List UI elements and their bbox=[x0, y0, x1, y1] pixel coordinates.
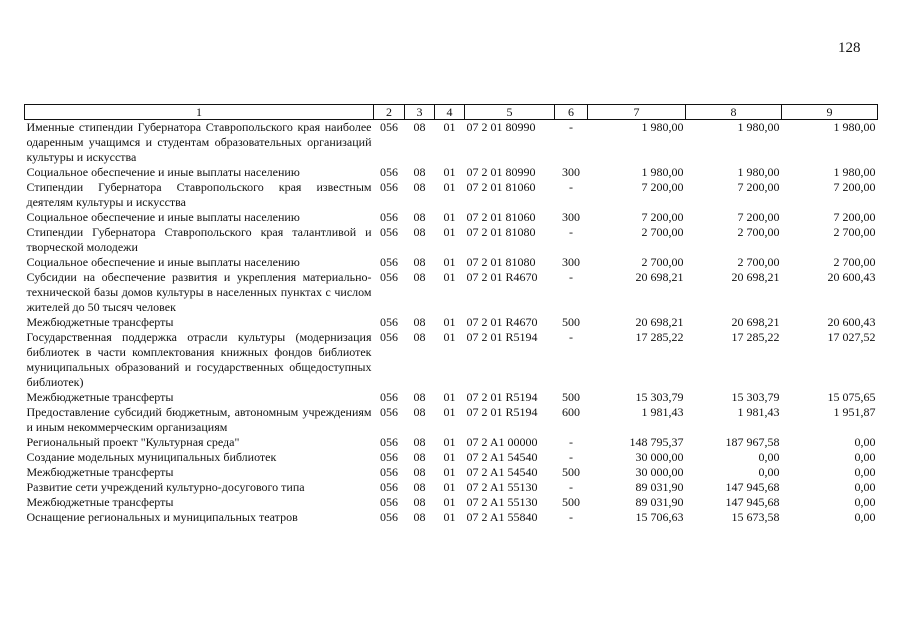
target-article-cell: 07 2 01 80990 bbox=[466, 165, 536, 179]
target-article-cell: 07 2 01 81060 bbox=[466, 210, 536, 224]
amount-col7-cell: 2 700,00 bbox=[641, 255, 684, 269]
subsection-code-cell: 01 bbox=[443, 405, 456, 419]
amount-col7-cell: 20 698,21 bbox=[635, 315, 684, 329]
amount-col7-cell: 17 285,22 bbox=[635, 330, 684, 344]
target-article-cell: 07 2 01 81060 bbox=[466, 180, 536, 194]
row-name-cell: Социальное обеспечение и иные выплаты населению bbox=[26, 165, 300, 179]
subsection-code-cell: 01 bbox=[443, 465, 456, 479]
ministry-code-cell: 056 bbox=[380, 210, 398, 224]
expense-type-cell: 500 bbox=[562, 465, 580, 479]
amount-col8-cell: 7 200,00 bbox=[737, 210, 780, 224]
section-code-cell: 08 bbox=[413, 450, 426, 464]
amount-col9-cell: 2 700,00 bbox=[833, 255, 876, 269]
table-row bbox=[25, 315, 878, 330]
column-number-row bbox=[25, 105, 878, 120]
subsection-code-cell: 01 bbox=[443, 120, 456, 134]
amount-col8-cell: 15 303,79 bbox=[731, 390, 780, 404]
ministry-code-cell: 056 bbox=[380, 165, 398, 179]
row-name-cell: Развитие сети учреждений культурно-досугового типа bbox=[26, 480, 305, 494]
column-header: 5 bbox=[465, 105, 555, 120]
target-article-cell: 07 2 01 R4670 bbox=[466, 270, 538, 284]
ministry-code-cell: 056 bbox=[380, 390, 398, 404]
section-code-cell: 08 bbox=[413, 480, 426, 494]
subsection-code-cell: 01 bbox=[443, 165, 456, 179]
amount-col7-cell: 89 031,90 bbox=[635, 495, 684, 509]
ministry-code-cell: 056 bbox=[380, 255, 398, 269]
amount-col8-cell: 2 700,00 bbox=[737, 255, 780, 269]
section-code-cell: 08 bbox=[413, 120, 426, 134]
row-name-cell: Стипендии Губернатора Ставропольского края известным деятелям культуры и искусства bbox=[26, 180, 372, 209]
ministry-code-cell: 056 bbox=[380, 450, 398, 464]
target-article-cell: 07 2 A1 54540 bbox=[466, 465, 538, 479]
table-body bbox=[25, 120, 878, 526]
table-row bbox=[25, 120, 878, 166]
amount-col7-cell: 15 706,63 bbox=[635, 510, 684, 524]
amount-col9-cell: 15 075,65 bbox=[827, 390, 876, 404]
section-code-cell: 08 bbox=[413, 465, 426, 479]
column-header: 9 bbox=[782, 105, 878, 120]
row-name-cell: Создание модельных муниципальных библиотек bbox=[26, 450, 277, 464]
subsection-code-cell: 01 bbox=[443, 255, 456, 269]
budget-table bbox=[24, 104, 878, 525]
table-row bbox=[25, 255, 878, 270]
ministry-code-cell: 056 bbox=[380, 120, 398, 134]
row-name-cell: Предоставление субсидий бюджетным, автономным учреждениям и иным некоммерческим организациям bbox=[26, 405, 372, 434]
table-row bbox=[25, 510, 878, 525]
row-name-cell: Межбюджетные трансферты bbox=[26, 495, 174, 509]
target-article-cell: 07 2 01 R5194 bbox=[466, 390, 538, 404]
expense-type-cell: 600 bbox=[562, 405, 580, 419]
amount-col9-cell: 1 980,00 bbox=[833, 120, 876, 134]
expense-type-cell: - bbox=[569, 225, 573, 239]
section-code-cell: 08 bbox=[413, 210, 426, 224]
amount-col9-cell: 0,00 bbox=[854, 465, 876, 479]
target-article-cell: 07 2 01 81080 bbox=[466, 255, 536, 269]
table-row bbox=[25, 465, 878, 480]
table-row bbox=[25, 495, 878, 510]
amount-col9-cell: 1 980,00 bbox=[833, 165, 876, 179]
section-code-cell: 08 bbox=[413, 495, 426, 509]
target-article-cell: 07 2 01 80990 bbox=[466, 120, 536, 134]
row-name-cell: Субсидии на обеспечение развития и укрепления материально-технической базы домов культуры в населенных пунктах с числом жителей до 50 тысяч человек bbox=[26, 270, 372, 314]
ministry-code-cell: 056 bbox=[380, 180, 398, 194]
amount-col7-cell: 148 795,37 bbox=[629, 435, 684, 449]
section-code-cell: 08 bbox=[413, 435, 426, 449]
amount-col7-cell: 7 200,00 bbox=[641, 180, 684, 194]
table-row bbox=[25, 210, 878, 225]
section-code-cell: 08 bbox=[413, 165, 426, 179]
target-article-cell: 07 2 A1 55130 bbox=[466, 480, 538, 494]
row-name-cell: Межбюджетные трансферты bbox=[26, 465, 174, 479]
ministry-code-cell: 056 bbox=[380, 315, 398, 329]
subsection-code-cell: 01 bbox=[443, 450, 456, 464]
amount-col8-cell: 2 700,00 bbox=[737, 225, 780, 239]
subsection-code-cell: 01 bbox=[443, 315, 456, 329]
subsection-code-cell: 01 bbox=[443, 225, 456, 239]
amount-col8-cell: 15 673,58 bbox=[731, 510, 780, 524]
row-name-cell: Межбюджетные трансферты bbox=[26, 390, 174, 404]
section-code-cell: 08 bbox=[413, 270, 426, 284]
row-name-cell: Социальное обеспечение и иные выплаты населению bbox=[26, 255, 300, 269]
column-header: 6 bbox=[555, 105, 588, 120]
table-row bbox=[25, 270, 878, 315]
amount-col9-cell: 1 951,87 bbox=[833, 405, 876, 419]
target-article-cell: 07 2 A1 54540 bbox=[466, 450, 538, 464]
amount-col7-cell: 30 000,00 bbox=[635, 465, 684, 479]
ministry-code-cell: 056 bbox=[380, 225, 398, 239]
amount-col7-cell: 1 981,43 bbox=[641, 405, 684, 419]
amount-col8-cell: 1 980,00 bbox=[737, 120, 780, 134]
subsection-code-cell: 01 bbox=[443, 495, 456, 509]
amount-col8-cell: 17 285,22 bbox=[731, 330, 780, 344]
amount-col7-cell: 2 700,00 bbox=[641, 225, 684, 239]
amount-col9-cell: 17 027,52 bbox=[827, 330, 876, 344]
amount-col9-cell: 7 200,00 bbox=[833, 210, 876, 224]
amount-col9-cell: 0,00 bbox=[854, 480, 876, 494]
ministry-code-cell: 056 bbox=[380, 435, 398, 449]
expense-type-cell: - bbox=[569, 435, 573, 449]
amount-col7-cell: 30 000,00 bbox=[635, 450, 684, 464]
expense-type-cell: - bbox=[569, 120, 573, 134]
expense-type-cell: - bbox=[569, 480, 573, 494]
amount-col8-cell: 20 698,21 bbox=[731, 270, 780, 284]
section-code-cell: 08 bbox=[413, 225, 426, 239]
amount-col8-cell: 7 200,00 bbox=[737, 180, 780, 194]
amount-col8-cell: 1 980,00 bbox=[737, 165, 780, 179]
target-article-cell: 07 2 A1 55840 bbox=[466, 510, 538, 524]
subsection-code-cell: 01 bbox=[443, 330, 456, 344]
table-row bbox=[25, 480, 878, 495]
page-number: 128 bbox=[838, 40, 861, 56]
expense-type-cell: 300 bbox=[562, 255, 580, 269]
row-name-cell: Региональный проект "Культурная среда" bbox=[26, 435, 240, 449]
amount-col7-cell: 7 200,00 bbox=[641, 210, 684, 224]
amount-col8-cell: 0,00 bbox=[758, 465, 780, 479]
expense-type-cell: - bbox=[569, 270, 573, 284]
amount-col8-cell: 1 981,43 bbox=[737, 405, 780, 419]
target-article-cell: 07 2 A1 00000 bbox=[466, 435, 538, 449]
row-name-cell: Именные стипендии Губернатора Ставропольского края наиболее одаренным учащимся и студентам образовательных организаций культуры и искусства bbox=[26, 120, 372, 164]
table-row bbox=[25, 165, 878, 180]
table-row bbox=[25, 180, 878, 210]
amount-col9-cell: 20 600,43 bbox=[827, 270, 876, 284]
amount-col7-cell: 15 303,79 bbox=[635, 390, 684, 404]
subsection-code-cell: 01 bbox=[443, 270, 456, 284]
section-code-cell: 08 bbox=[413, 255, 426, 269]
subsection-code-cell: 01 bbox=[443, 480, 456, 494]
amount-col9-cell: 0,00 bbox=[854, 435, 876, 449]
column-header: 4 bbox=[435, 105, 465, 120]
amount-col9-cell: 7 200,00 bbox=[833, 180, 876, 194]
column-header: 8 bbox=[686, 105, 782, 120]
ministry-code-cell: 056 bbox=[380, 465, 398, 479]
section-code-cell: 08 bbox=[413, 330, 426, 344]
subsection-code-cell: 01 bbox=[443, 435, 456, 449]
expense-type-cell: 300 bbox=[562, 210, 580, 224]
section-code-cell: 08 bbox=[413, 405, 426, 419]
ministry-code-cell: 056 bbox=[380, 480, 398, 494]
section-code-cell: 08 bbox=[413, 390, 426, 404]
expense-type-cell: - bbox=[569, 510, 573, 524]
row-name-cell: Стипендии Губернатора Ставропольского края талантливой и творческой молодежи bbox=[26, 225, 372, 254]
amount-col8-cell: 187 967,58 bbox=[725, 435, 780, 449]
ministry-code-cell: 056 bbox=[380, 270, 398, 284]
expense-type-cell: - bbox=[569, 330, 573, 344]
target-article-cell: 07 2 01 R5194 bbox=[466, 405, 538, 419]
amount-col8-cell: 20 698,21 bbox=[731, 315, 780, 329]
ministry-code-cell: 056 bbox=[380, 510, 398, 524]
expense-type-cell: 500 bbox=[562, 315, 580, 329]
amount-col8-cell: 147 945,68 bbox=[725, 495, 780, 509]
row-name-cell: Оснащение региональных и муниципальных театров bbox=[26, 510, 298, 524]
column-header: 3 bbox=[405, 105, 435, 120]
row-name-cell: Межбюджетные трансферты bbox=[26, 315, 174, 329]
target-article-cell: 07 2 A1 55130 bbox=[466, 495, 538, 509]
expense-type-cell: 500 bbox=[562, 495, 580, 509]
table-header bbox=[25, 105, 878, 120]
amount-col8-cell: 0,00 bbox=[758, 450, 780, 464]
column-header: 1 bbox=[25, 105, 374, 120]
table-row bbox=[25, 330, 878, 390]
expense-type-cell: 500 bbox=[562, 390, 580, 404]
section-code-cell: 08 bbox=[413, 180, 426, 194]
table-row bbox=[25, 390, 878, 405]
expense-type-cell: - bbox=[569, 450, 573, 464]
ministry-code-cell: 056 bbox=[380, 405, 398, 419]
target-article-cell: 07 2 01 R4670 bbox=[466, 315, 538, 329]
amount-col7-cell: 20 698,21 bbox=[635, 270, 684, 284]
table-row bbox=[25, 405, 878, 435]
column-header: 2 bbox=[374, 105, 405, 120]
ministry-code-cell: 056 bbox=[380, 495, 398, 509]
amount-col9-cell: 0,00 bbox=[854, 495, 876, 509]
amount-col7-cell: 1 980,00 bbox=[641, 165, 684, 179]
subsection-code-cell: 01 bbox=[443, 390, 456, 404]
amount-col7-cell: 89 031,90 bbox=[635, 480, 684, 494]
table-row bbox=[25, 450, 878, 465]
expense-type-cell: 300 bbox=[562, 165, 580, 179]
amount-col7-cell: 1 980,00 bbox=[641, 120, 684, 134]
section-code-cell: 08 bbox=[413, 510, 426, 524]
amount-col8-cell: 147 945,68 bbox=[725, 480, 780, 494]
section-code-cell: 08 bbox=[413, 315, 426, 329]
subsection-code-cell: 01 bbox=[443, 510, 456, 524]
column-header: 7 bbox=[588, 105, 686, 120]
subsection-code-cell: 01 bbox=[443, 180, 456, 194]
ministry-code-cell: 056 bbox=[380, 330, 398, 344]
row-name-cell: Социальное обеспечение и иные выплаты населению bbox=[26, 210, 300, 224]
amount-col9-cell: 0,00 bbox=[854, 450, 876, 464]
target-article-cell: 07 2 01 81080 bbox=[466, 225, 536, 239]
table-row bbox=[25, 225, 878, 255]
amount-col9-cell: 2 700,00 bbox=[833, 225, 876, 239]
expense-type-cell: - bbox=[569, 180, 573, 194]
row-name-cell: Государственная поддержка отрасли культуры (модернизация библиотек в части комплектования книжных фондов библиотек муниципальных образований и государственных общедоступных библиотек) bbox=[26, 330, 372, 389]
subsection-code-cell: 01 bbox=[443, 210, 456, 224]
table-row bbox=[25, 435, 878, 450]
amount-col9-cell: 0,00 bbox=[854, 510, 876, 524]
target-article-cell: 07 2 01 R5194 bbox=[466, 330, 538, 344]
amount-col9-cell: 20 600,43 bbox=[827, 315, 876, 329]
